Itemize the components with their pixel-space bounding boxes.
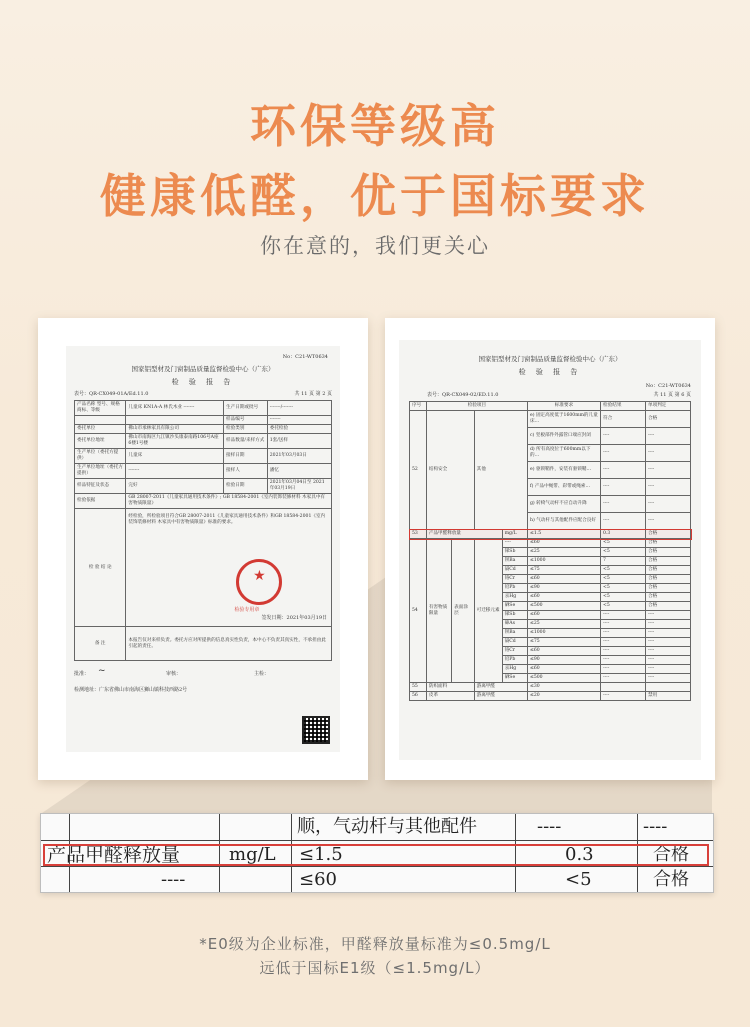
element-name: 镉Cd [502, 566, 527, 575]
info-cell: 完好 [126, 479, 224, 494]
element-name: 镉Cd [502, 638, 527, 647]
page-number: 共 11 页 第 6 页 [653, 392, 691, 398]
info-cell: 儿童床 [126, 449, 224, 464]
element-name: 硒Se [502, 602, 527, 611]
element-result: <5 [601, 584, 646, 593]
qr-code [302, 716, 330, 744]
info-table [74, 400, 332, 661]
element-limit: ≤500 [527, 674, 600, 683]
inspection-stamp [236, 559, 282, 605]
element-verdict: 合格 [646, 557, 691, 566]
element-verdict: 合格 [646, 566, 691, 575]
element-limit: ≤90 [527, 584, 600, 593]
conclusion-text: 经检验，所检验项目符合GB 28007-2011《儿童家具通用技术条件》和GB 18584-2001《室内装饰装修材料 木家具中有害物质限量》标准的要求。 [128, 514, 326, 525]
element-verdict: ---- [646, 638, 691, 647]
row56 [410, 692, 691, 701]
test-address: 检测地址：广东省佛山市南海区狮山镇科技西路2号 [74, 687, 188, 693]
element-limit: ≤500 [527, 602, 600, 611]
element-name: 钡Ba [502, 629, 527, 638]
element-verdict: 合格 [646, 602, 691, 611]
info-cell: 生产日期或批号 [224, 401, 268, 416]
info-cell: 委托单位 [75, 425, 126, 434]
row52-verdict: 合格 [646, 411, 691, 428]
element-verdict: 合格 [646, 584, 691, 593]
row56-item: 皮革 [426, 692, 474, 701]
info-cell: 委托单位地址 [75, 434, 126, 449]
zoom-row3-result: <5 [565, 869, 592, 890]
info-cell: 生产单位（委托方提供） [75, 449, 126, 464]
info-cell: 委托检验 [267, 425, 331, 434]
basis-label: 检验依据 [75, 494, 126, 509]
row54-sub2: 可迁移元素 [474, 539, 502, 683]
zoom-row3-verdict: 合格 [653, 869, 689, 890]
element-result: <5 [601, 539, 646, 548]
header-row [410, 402, 691, 411]
element-limit: ≤1000 [527, 629, 600, 638]
row52-req: c) 竖板部件外露管口端应封闭 [527, 428, 600, 445]
element-limit: ≤75 [527, 566, 600, 575]
info-cell: 样品编号 [224, 416, 268, 425]
row52-req: f) 产品中绳带、彩带或绳索… [527, 479, 600, 496]
info-row [75, 401, 332, 416]
info-cell: 检验日期 [224, 479, 268, 494]
approve-signature: ~ [98, 666, 106, 676]
col-result: 检验结果 [601, 402, 646, 411]
element-limit: ≤90 [527, 656, 600, 665]
element-verdict: ---- [646, 629, 691, 638]
col-verdict: 单项判定 [646, 402, 691, 411]
info-row [75, 464, 332, 479]
report-page-right [399, 340, 701, 760]
element-result: ---- [601, 647, 646, 656]
element-result: <5 [601, 593, 646, 602]
row52-result: ---- [601, 479, 646, 496]
element-verdict: ---- [646, 647, 691, 656]
info-cell: ------- [267, 416, 331, 425]
info-cell: 样品特征及状态 [75, 479, 126, 494]
element-limit: ≤25 [527, 548, 600, 557]
col-item: 检验项目 [426, 402, 527, 411]
zoom-verdict: 合格 [653, 844, 689, 865]
form-number: 表号：QR-CX049-02/ED.11.0 [427, 392, 499, 398]
element-verdict: ---- [646, 674, 691, 683]
element-name: 钡Ba [502, 557, 527, 566]
page-number: 共 11 页 第 2 页 [294, 391, 332, 397]
element-result: ---- [601, 674, 646, 683]
row55-item: 防织面料 [426, 683, 474, 692]
element-verdict: 合格 [646, 548, 691, 557]
row55-no: 55 [410, 683, 427, 692]
element-result: ---- [601, 629, 646, 638]
row52-verdict: ---- [646, 428, 691, 445]
row52-item: 结构安全 [426, 411, 474, 530]
element-name: 铬Cr [502, 647, 527, 656]
element-name: 硒Se [502, 674, 527, 683]
report-title: 检 验 报 告 [518, 368, 582, 376]
element-verdict: 合格 [646, 575, 691, 584]
element-name: 铅Pb [502, 584, 527, 593]
info-row [75, 425, 332, 434]
info-cell: 儿童床 KN1A-A 林氏木业 ------- [126, 401, 224, 416]
info-cell: 样品数量/来样方式 [224, 434, 268, 449]
element-name: 汞Hg [502, 665, 527, 674]
row52-result: ---- [601, 496, 646, 513]
row56-no: 56 [410, 692, 427, 701]
element-limit: ≤60 [527, 593, 600, 602]
row52-sub: 其他 [474, 411, 527, 530]
row52-req: g) 转椅气动杆不应自动升降 [527, 496, 600, 513]
element-result: 7 [601, 557, 646, 566]
row53-unit: mg/L [502, 530, 527, 539]
element-result: ---- [601, 656, 646, 665]
zoom-row-3 [41, 867, 713, 893]
row56-verdict: 禁用 [646, 692, 691, 701]
element-verdict: 合格 [646, 593, 691, 602]
row52-verdict: ---- [646, 513, 691, 530]
row54-sub1: 表面涂层 [452, 539, 474, 683]
element-name: 铬Cr [502, 575, 527, 584]
zoom-rule [41, 840, 713, 841]
row55-req: ≤30 [527, 683, 600, 692]
doc-number: No：C21-WT0634 [282, 354, 328, 360]
element-limit: ≤60 [527, 665, 600, 674]
formaldehyde-row [410, 530, 691, 539]
info-cell: 检验类别 [224, 425, 268, 434]
row52-req: e) 固定高度低于1600mm的儿童床… [527, 411, 600, 428]
element-name: 汞Hg [502, 593, 527, 602]
element-result: ---- [601, 611, 646, 620]
zoom-formaldehyde-label: 产品甲醛释放量 [47, 844, 181, 866]
info-cell: 2021年03月03日 [267, 449, 331, 464]
row55-verdict [646, 683, 691, 692]
row52-verdict: ---- [646, 479, 691, 496]
row56-result: ---- [601, 692, 646, 701]
remark-row [75, 627, 332, 661]
element-name: 砷As [502, 620, 527, 629]
footnote-line1: *E0级为企业标准，甲醛释放量标准为≤0.5mg/L [199, 935, 551, 953]
row52-result: ---- [601, 445, 646, 462]
row52-result: 符合 [601, 411, 646, 428]
row53-no: 53 [410, 530, 427, 539]
info-cell: 1套/送样 [267, 434, 331, 449]
basis-text: GB 28007-2011《儿童家具通用技术条件》; GB 18584-2001《室内装饰装修材料 木家具中有害物质限量》 [126, 494, 332, 509]
row55-sub: 游离甲醛 [474, 683, 527, 692]
col-no: 序号 [410, 402, 427, 411]
report-frame-left [38, 318, 368, 780]
info-cell: 潘忆 [267, 464, 331, 479]
element-result: ---- [601, 620, 646, 629]
zoom-standard: ≤1.5 [299, 844, 343, 865]
info-cell: ------- [126, 464, 224, 479]
row52-no: 52 [410, 411, 427, 530]
element-limit: ≤1000 [527, 557, 600, 566]
element-result: <5 [601, 575, 646, 584]
element-verdict: ---- [646, 656, 691, 665]
row52-req: d) 所有高度位于600mm以下的… [527, 445, 600, 462]
row56-req: ≤20 [527, 692, 600, 701]
approve-label: 批准： [74, 671, 90, 677]
element-name: 锑Sb [502, 548, 527, 557]
info-row [75, 416, 332, 425]
element-limit: ≤25 [527, 620, 600, 629]
element-name: 铅Pb [502, 656, 527, 665]
zoom-row3-req: ≤60 [299, 869, 337, 890]
element-verdict: ---- [646, 620, 691, 629]
info-cell: 佛山市南海区九江镇沙头康泰南路106号A座6楼1号楼 [126, 434, 224, 449]
row54-no: 54 [410, 539, 427, 683]
info-cell: 2021年03月04日至 2021年03月19日 [267, 479, 331, 494]
conclusion-row [75, 509, 332, 627]
zoom-row1-result: ---- [537, 816, 562, 837]
row56-sub: 游离甲醛 [474, 692, 527, 701]
row55 [410, 683, 691, 692]
element-row [410, 539, 691, 548]
info-cell: 佛山市承林家具有限公司 [126, 425, 224, 434]
doc-number: No：C21-WT0634 [645, 383, 691, 389]
element-limit: ≤60 [527, 611, 600, 620]
footnote-line2: 远低于国标E1级（≤1.5mg/L） [259, 959, 491, 977]
row53-item: 产品甲醛释放量 [426, 530, 502, 539]
info-cell: 接样人 [224, 464, 268, 479]
row52-verdict: ---- [646, 462, 691, 479]
review-label: 审核： [166, 671, 182, 677]
report-page-left [66, 346, 340, 752]
element-name: 锑Sb [502, 611, 527, 620]
element-result: ---- [601, 638, 646, 647]
row52-req: h) 气动杆与其他配件应配合良好 [527, 513, 600, 530]
row53-verdict: 合格 [646, 530, 691, 539]
conclusion-label: 检 验 结 论 [75, 509, 126, 627]
row53-result: 0.3 [601, 530, 646, 539]
row52-verdict: ---- [646, 445, 691, 462]
issue-date: 签发日期：2021年03月19日 [261, 615, 327, 621]
info-cell: 接样日期 [224, 449, 268, 464]
results-table [409, 401, 691, 701]
element-limit: ≤60 [527, 647, 600, 656]
row52-verdict: ---- [646, 496, 691, 513]
basis-row [75, 494, 332, 509]
info-cell [75, 416, 126, 425]
report-frame-right [385, 318, 715, 780]
stamp-label: 检验专用章 [234, 607, 260, 613]
element-result: <5 [601, 548, 646, 557]
info-cell: 产品名称 型号、规格 商标、等级 [75, 401, 126, 416]
report-title: 检 验 报 告 [171, 378, 235, 386]
element-result: ---- [601, 665, 646, 674]
highlight-box [43, 844, 709, 866]
info-row [75, 479, 332, 494]
subheadline: 你在意的，我们更关心 [260, 234, 490, 258]
element-name: ---- [502, 539, 527, 548]
row53-req: ≤1.5 [527, 530, 600, 539]
remark-text: 本报告仅对来样负责。委托方应对所提供的信息真实性负责，本中心不负责其真实性，不承担由此引起的责任。 [126, 627, 332, 661]
info-cell [126, 416, 224, 425]
zoom-row1-verdict: ---- [643, 816, 668, 837]
row55-result [601, 683, 646, 692]
col-req: 标准要求 [527, 402, 600, 411]
report-center: 国家铝型材及门窗制品质量监督检验中心（广东） [131, 365, 275, 373]
info-row [75, 434, 332, 449]
headline-line1: 环保等级高 [250, 99, 500, 153]
element-result: <5 [601, 566, 646, 575]
row52-result: ---- [601, 428, 646, 445]
element-verdict: ---- [646, 665, 691, 674]
zoom-row1-desc: 顺，气动杆与其他配件 [297, 816, 477, 837]
report-center: 国家铝型材及门窗制品质量监督检验中心（广东） [478, 355, 622, 363]
zoom-row3-unit: ---- [161, 869, 186, 890]
row54-item: 有害物质限量 [426, 539, 451, 683]
main-check-label: 主检： [254, 671, 270, 677]
element-limit: ≤75 [527, 638, 600, 647]
element-result: <5 [601, 602, 646, 611]
element-verdict: ---- [646, 611, 691, 620]
zoom-result: 0.3 [565, 844, 594, 865]
element-verdict: 合格 [646, 539, 691, 548]
info-cell: -------/------- [267, 401, 331, 416]
element-limit: ≤60 [527, 539, 600, 548]
info-cell: 生产单位地址（委托方提供） [75, 464, 126, 479]
row52-line [410, 411, 691, 428]
form-number: 表号：QR-CX049-01A/Ed.11.0 [74, 391, 149, 397]
info-row [75, 449, 332, 464]
row52-result: ---- [601, 462, 646, 479]
zoom-unit: mg/L [229, 844, 276, 865]
zoom-row-1 [41, 814, 713, 840]
zoom-detail [40, 813, 714, 893]
remark-label: 备 注 [75, 627, 126, 661]
element-limit: ≤60 [527, 575, 600, 584]
row52-req: e) 驱锁鞘件，安装有驱锁鞘… [527, 462, 600, 479]
row52-result: ---- [601, 513, 646, 530]
headline-line2: 健康低醛，优于国标要求 [100, 169, 650, 223]
